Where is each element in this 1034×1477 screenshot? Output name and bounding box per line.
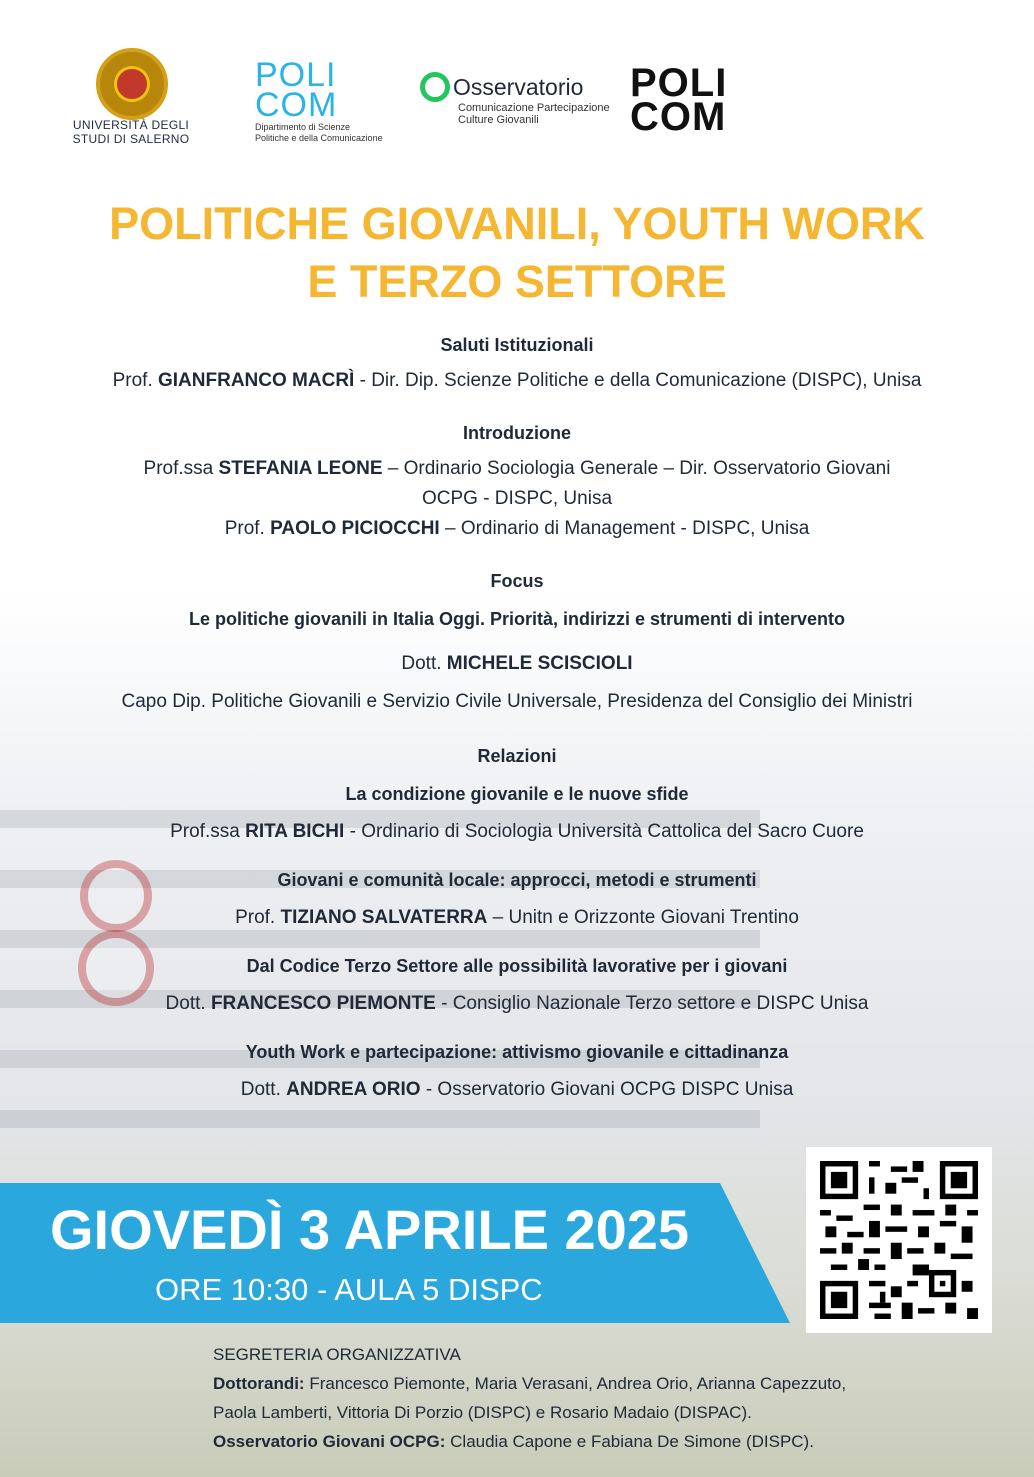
speaker-role: – Ordinario Sociologia Generale – Dir. Osservatorio Giovani <box>387 458 891 479</box>
speaker-line <box>0 514 1034 544</box>
qr-code[interactable] <box>806 1147 992 1333</box>
unisa-name: UNIVERSITÀ DEGLI STUDI DI SALERNO <box>72 118 190 146</box>
speaker-role: - Osservatorio Giovani OCPG DISPC Unisa <box>425 1079 794 1100</box>
section-heading-focus: Focus <box>490 571 544 591</box>
speaker-title: Prof. <box>235 907 276 928</box>
focus-topic: Le politiche giovanili in Italia Oggi. Priorità, indirizzi e strumenti di intervento <box>188 609 846 629</box>
speaker-title: Dott. <box>240 1079 281 1100</box>
secretariat-line <box>213 1427 1013 1456</box>
unisa-logo <box>56 48 206 148</box>
speaker-name: TIZIANO SALVATERRA <box>280 907 488 928</box>
osservatorio-logo <box>420 72 620 126</box>
speaker-line <box>0 649 1034 679</box>
osservatorio-title: Osservatorio <box>453 73 584 100</box>
talk-topic: Giovani e comunità locale: approcci, metodi e strumenti <box>277 870 757 890</box>
speaker-name: PAOLO PICIOCCHI <box>270 518 440 539</box>
talk-topic: Dal Codice Terzo Settore alle possibilità lavorative per i giovani <box>246 956 788 976</box>
event-date: GIOVEDÌ 3 APRILE 2025 <box>50 1198 690 1261</box>
secretariat <box>213 1340 1013 1456</box>
speaker-title: Dott. <box>165 993 206 1014</box>
osservatorio-sub: Comunicazione Partecipazione Culture Giovanili <box>458 102 610 126</box>
speaker-line <box>0 454 1034 484</box>
secretariat-heading: SEGRETERIA ORGANIZZATIVA <box>213 1345 461 1364</box>
speaker-name: STEFANIA LEONE <box>218 458 383 479</box>
speaker-title: Prof. <box>112 370 153 391</box>
secretariat-names: Claudia Capone e Fabiana De Simone (DISPC). <box>450 1432 814 1451</box>
speaker-title: Dott. <box>401 653 442 674</box>
event-time-place: ORE 10:30 - AULA 5 DISPC <box>155 1272 543 1307</box>
speaker-line <box>0 1075 1034 1105</box>
section-heading-intro: Introduzione <box>463 423 571 443</box>
secretariat-label: Dottorandi: <box>213 1374 305 1393</box>
speaker-role-cont: OCPG - DISPC, Unisa <box>421 488 613 509</box>
speaker-role: – Unitn e Orizzonte Giovani Trentino <box>492 907 799 928</box>
speaker-role: - Ordinario di Sociologia Università Cattolica del Sacro Cuore <box>349 821 864 842</box>
speaker-title: Prof. <box>224 518 265 539</box>
speaker-line <box>0 989 1034 1019</box>
policom-dept-sub: Dipartimento di Scienze Politiche e della Comunicazione <box>255 122 383 143</box>
speaker-name: RITA BICHI <box>245 821 345 842</box>
policom-logo <box>630 61 730 139</box>
speaker-line <box>0 903 1034 933</box>
secretariat-names: Francesco Piemonte, Maria Verasani, Andrea Orio, Arianna Capezzuto, <box>309 1374 847 1393</box>
logo-bar <box>0 48 1034 158</box>
section-heading-saluti: Saluti Istituzionali <box>440 335 594 355</box>
speaker-title: Prof.ssa <box>170 821 240 842</box>
talk-topic: La condizione giovanile e le nuove sfide <box>345 784 689 804</box>
osservatorio-ring-icon <box>420 72 450 102</box>
speaker-role: Capo Dip. Politiche Giovanili e Servizio Civile Universale, Presidenza del Consiglio dei Ministri <box>121 691 913 712</box>
speaker-title: Prof.ssa <box>143 458 214 479</box>
secretariat-line <box>213 1369 1013 1398</box>
policom-mark: POLI COM <box>630 61 728 139</box>
speaker-name: MICHELE SCISCIOLI <box>446 653 633 674</box>
secretariat-label: Osservatorio Giovani OCPG: <box>213 1432 446 1451</box>
secretariat-names-cont: Paola Lamberti, Vittoria Di Porzio (DISPC) e Rosario Madaio (DISPAC). <box>213 1403 752 1422</box>
program <box>0 330 1034 1105</box>
policom-dept-logo <box>255 56 385 144</box>
title-line-1: POLITICHE GIOVANILI, YOUTH WORK <box>109 198 925 249</box>
talk-topic: Youth Work e partecipazione: attivismo giovanile e cittadinanza <box>245 1042 789 1062</box>
qr-code-icon <box>820 1161 978 1319</box>
event-title <box>0 195 1034 311</box>
speaker-line <box>0 366 1034 396</box>
section-heading-relazioni: Relazioni <box>477 746 557 766</box>
speaker-name: FRANCESCO PIEMONTE <box>210 993 436 1014</box>
speaker-line <box>0 817 1034 847</box>
title-line-2: E TERZO SETTORE <box>307 256 727 307</box>
speaker-name: GIANFRANCO MACRÌ <box>158 370 355 391</box>
policom-dept-mark: POLI COM <box>255 56 338 124</box>
speaker-role: – Ordinario di Management - DISPC, Unisa <box>444 518 810 539</box>
speaker-role: - Dir. Dip. Scienze Politiche e della Comunicazione (DISPC), Unisa <box>359 370 922 391</box>
speaker-role: - Consiglio Nazionale Terzo settore e DISPC Unisa <box>441 993 869 1014</box>
university-seal-icon <box>96 48 168 120</box>
speaker-name: ANDREA ORIO <box>286 1079 421 1100</box>
